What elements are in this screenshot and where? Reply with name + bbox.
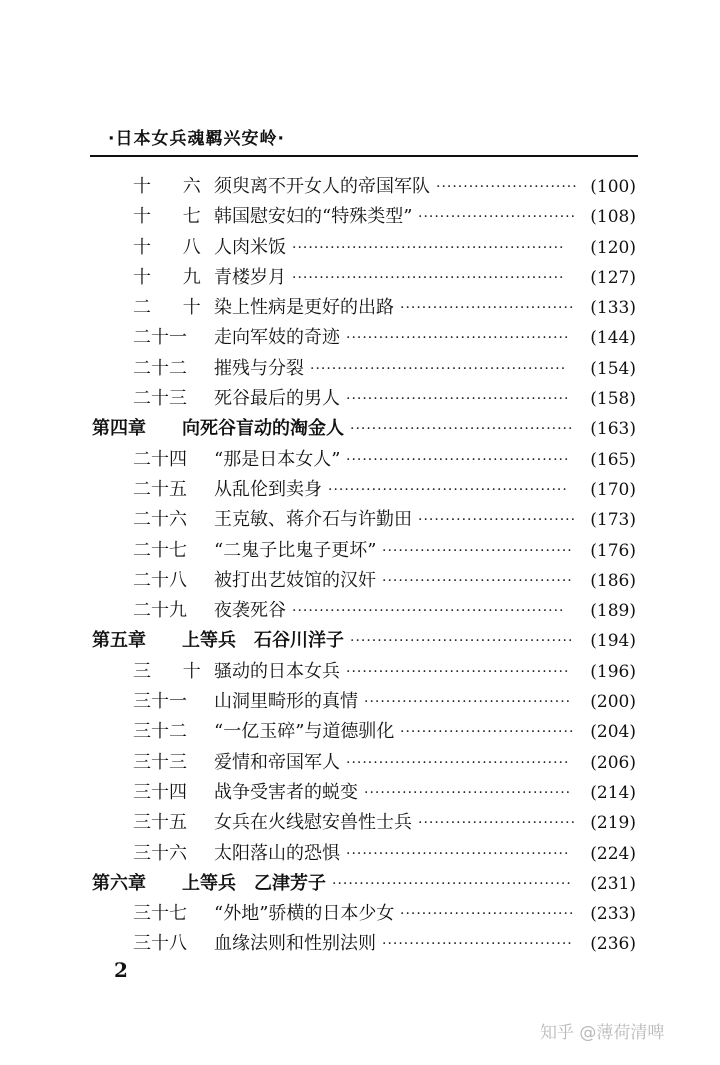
toc-section-entry [90, 202, 638, 232]
entry-page: (204) [590, 722, 636, 743]
entry-page: (158) [590, 389, 636, 410]
toc-section-entry [90, 778, 638, 808]
dot-leader: ··································· [382, 936, 573, 953]
entry-title: 血缘法则和性别法则 [214, 933, 376, 955]
entry-page: (133) [590, 298, 636, 319]
entry-number: 二十四 [133, 448, 187, 470]
entry-title: 上等兵 乙津芳子 [182, 872, 326, 894]
toc-section-entry [90, 172, 638, 202]
dot-leader: ········································· [346, 391, 570, 408]
entry-number: 二十七 [133, 539, 187, 561]
entry-page: (189) [590, 601, 636, 622]
entry-page: (219) [590, 813, 636, 834]
entry-title: 骚动的日本女兵 [214, 660, 340, 682]
entry-title: 山洞里畸形的真情 [214, 691, 358, 713]
dot-leader: ··································· [382, 572, 573, 589]
toc-section-entry [90, 263, 638, 293]
entry-title: 须臾离不开女人的帝国军队 [214, 176, 430, 197]
entry-number: 三十四 [133, 781, 187, 803]
entry-number: 十 六 [133, 176, 214, 197]
dot-leader: ································ [400, 906, 575, 923]
dot-leader: ········································· [346, 754, 570, 771]
toc-section-entry [90, 445, 638, 475]
entry-title: “外地”骄横的日本少女 [214, 903, 395, 925]
entry-number: 十 七 [133, 206, 214, 228]
toc-section-entry [90, 475, 638, 505]
entry-number: 二十八 [133, 569, 187, 591]
dot-leader: ············································ [328, 481, 568, 498]
entry-page: (224) [590, 843, 636, 864]
header-rule [90, 155, 638, 157]
entry-page: (100) [590, 177, 636, 197]
toc-section-entry [90, 566, 638, 596]
entry-number: 二十二 [133, 357, 187, 379]
entry-title: 爱情和帝国军人 [214, 751, 340, 773]
entry-title: “那是日本女人” [214, 448, 341, 470]
table-of-contents [90, 172, 638, 960]
entry-number: 三十一 [133, 691, 187, 713]
entry-title: 战争受害者的蜕变 [214, 781, 358, 803]
running-header: ·日本女兵魂羁兴安岭· [108, 129, 285, 149]
toc-section-entry [90, 596, 638, 626]
toc-chapter-entry [90, 626, 638, 656]
entry-page: (194) [590, 631, 636, 652]
entry-page: (163) [590, 419, 636, 440]
dot-leader: ····························· [418, 209, 577, 226]
entry-number: 第五章 [92, 630, 146, 652]
entry-number: 二 十 [133, 297, 214, 319]
dot-leader: ········································· [350, 633, 574, 650]
entry-page: (233) [590, 904, 636, 925]
toc-section-entry [90, 717, 638, 747]
dot-leader: ····························· [418, 815, 577, 832]
entry-page: (144) [590, 328, 636, 349]
entry-title: 太阳落山的恐惧 [214, 842, 340, 864]
entry-number: 第六章 [92, 872, 146, 894]
entry-title: 被打出艺妓馆的汉奸 [214, 569, 376, 591]
entry-title: 王克敏、蒋介石与许勤田 [214, 509, 412, 531]
entry-number: 二十六 [133, 509, 187, 531]
entry-number: 二十三 [133, 388, 187, 410]
entry-number: 第四章 [92, 418, 146, 440]
entry-page: (120) [590, 237, 636, 258]
entry-page: (196) [590, 661, 636, 682]
entry-number: 三 十 [133, 660, 214, 682]
toc-section-entry [90, 323, 638, 353]
entry-page: (170) [590, 479, 636, 500]
entry-title: 上等兵 石谷川洋子 [182, 630, 344, 652]
toc-section-entry [90, 293, 638, 323]
entry-number: 三十七 [133, 903, 187, 925]
page-number: 2 [114, 958, 128, 982]
entry-number: 三十二 [133, 721, 187, 743]
toc-section-entry [90, 233, 638, 263]
dot-leader: ········································· [350, 421, 574, 438]
dot-leader: ········································· [346, 845, 570, 862]
dot-leader: ······································ [364, 694, 572, 711]
entry-page: (173) [590, 510, 636, 531]
entry-page: (214) [590, 782, 636, 803]
watermark: 知乎 @薄荷清啤 [540, 1023, 665, 1043]
entry-number: 三十五 [133, 812, 187, 834]
entry-page: (236) [590, 934, 636, 955]
entry-number: 三十三 [133, 751, 187, 773]
entry-title: 从乱伦到卖身 [214, 478, 322, 500]
entry-title: 女兵在火线慰安兽性士兵 [214, 812, 412, 834]
dot-leader: ··············································· [310, 360, 567, 377]
entry-number: 二十九 [133, 600, 187, 622]
entry-number: 十 九 [133, 266, 214, 288]
entry-page: (108) [590, 207, 636, 228]
dot-leader: ········································· [346, 330, 570, 347]
entry-number: 二十一 [133, 327, 187, 349]
entry-number: 十 八 [133, 236, 214, 258]
toc-section-entry [90, 687, 638, 717]
entry-number: 三十八 [133, 933, 187, 955]
entry-title: 走向军妓的奇迹 [214, 327, 340, 349]
entry-page: (200) [590, 692, 636, 713]
toc-section-entry [90, 354, 638, 384]
toc-section-entry [90, 929, 638, 959]
dot-leader: ································ [400, 724, 575, 741]
dot-leader: ·················································· [292, 603, 565, 620]
entry-number: 三十六 [133, 842, 187, 864]
entry-title: 人肉米饭 [214, 236, 286, 258]
toc-section-entry [90, 839, 638, 869]
entry-page: (127) [590, 267, 636, 288]
entry-title: 向死谷盲动的淘金人 [182, 418, 344, 440]
toc-section-entry [90, 384, 638, 414]
toc-section-entry [90, 536, 638, 566]
dot-leader: ············································ [332, 875, 572, 892]
entry-title: “一亿玉碎”与道德驯化 [214, 721, 395, 743]
entry-page: (154) [590, 358, 636, 379]
dot-leader: ····························· [418, 512, 577, 529]
entry-number: 二十五 [133, 478, 187, 500]
dot-leader: ········································· [346, 663, 570, 680]
dot-leader: ·························· [436, 179, 578, 195]
dot-leader: ·················································· [292, 239, 565, 256]
entry-title: 韩国慰安妇的“特殊类型” [214, 206, 413, 228]
entry-title: 青楼岁月 [214, 266, 286, 288]
entry-page: (165) [590, 449, 636, 470]
entry-title: 染上性病是更好的出路 [214, 297, 394, 319]
dot-leader: ······································ [364, 784, 572, 801]
toc-chapter-entry [90, 414, 638, 444]
entry-page: (186) [590, 570, 636, 591]
entry-title: “二鬼子比鬼子更坏” [214, 539, 377, 561]
entry-page: (231) [590, 873, 636, 894]
toc-section-entry [90, 505, 638, 535]
entry-title: 摧残与分裂 [214, 357, 304, 379]
entry-title: 夜袭死谷 [214, 600, 286, 622]
dot-leader: ································ [400, 300, 575, 317]
toc-section-entry [90, 808, 638, 838]
toc-section-entry [90, 899, 638, 929]
entry-title: 死谷最后的男人 [214, 388, 340, 410]
dot-leader: ··································· [382, 542, 573, 559]
dot-leader: ·················································· [292, 269, 565, 286]
entry-page: (176) [590, 540, 636, 561]
toc-chapter-entry [90, 869, 638, 899]
entry-page: (206) [590, 752, 636, 773]
dot-leader: ········································· [346, 451, 570, 468]
toc-section-entry [90, 657, 638, 687]
toc-section-entry [90, 748, 638, 778]
